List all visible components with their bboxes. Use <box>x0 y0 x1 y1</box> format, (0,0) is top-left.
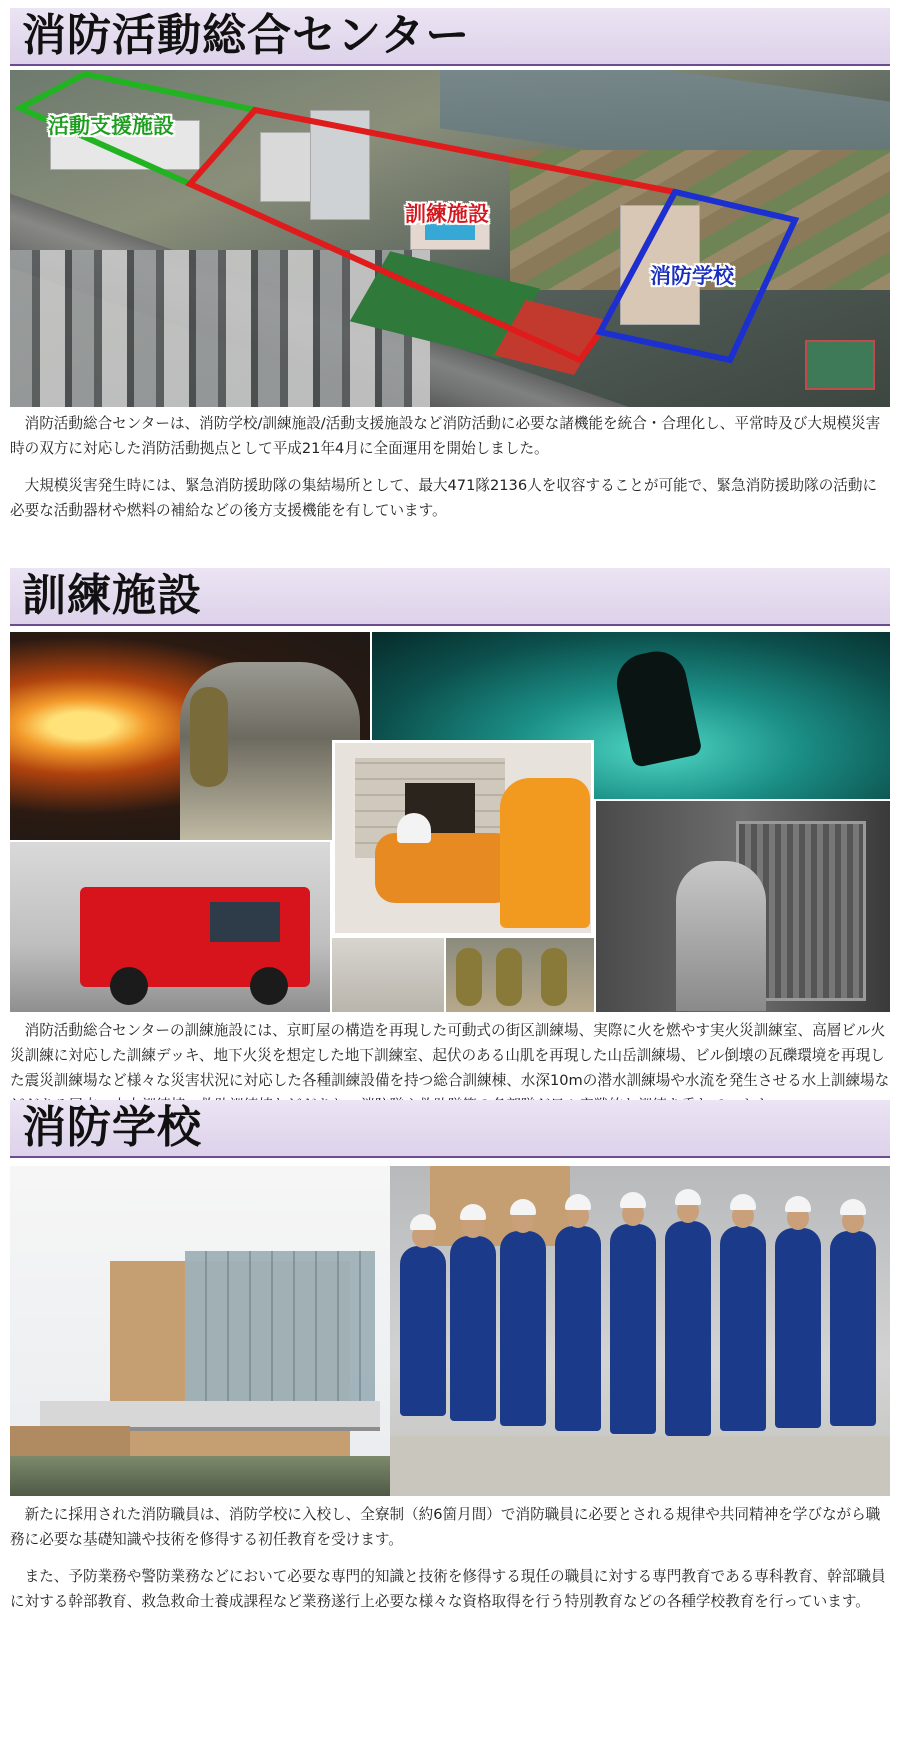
diver <box>611 646 702 768</box>
training-paragraph: 消防活動総合センターの訓練施設には、京町屋の構造を再現した可動式の街区訓練場、実際に火を燃やす実火災訓練室、高層ビル火災訓練に対応した訓練デッキ、地下火災を想定した地下訓練室、起伏のある山肌を再現した山岳訓練場、ビル倒壊の瓦礫環境を再現した震災訓練場など様々な災害状況に対応した各種訓練設備を持つ総合訓練棟、水深10mの潜水訓練場や水流を発生させる水上訓練場な <box>10 1022 890 1089</box>
school-paragraph-2: また、予防業務や警防業務などにおいて必要な専門的知識と技術を修得する現任の職員に対する専門教育である専科教育、幹部職員に対する幹部教育、救急救命士養成課程など業務遂行上必要な様々な資格取得を行う特別教育などの各種学校教育を行っています。 <box>10 1568 886 1610</box>
smoke-training-photo <box>332 938 444 1012</box>
entry-training-photo <box>596 801 890 1012</box>
section-title: 消防学校 <box>22 1102 202 1153</box>
air-tank <box>456 948 482 1006</box>
cadet <box>500 1231 546 1426</box>
air-tank <box>496 948 522 1006</box>
fire-school-photo <box>10 1166 890 1496</box>
support-facility-label: 活動支援施設 <box>48 114 174 138</box>
cadet <box>720 1226 766 1431</box>
firefighter-flame-photo <box>10 632 370 840</box>
track <box>390 1436 890 1496</box>
section-heading-center <box>10 8 890 66</box>
section-title: 訓練施設 <box>22 570 202 621</box>
firefighter <box>676 861 766 1011</box>
fire-truck-photo <box>10 842 330 1012</box>
wheel <box>250 967 288 1005</box>
rescuer <box>375 833 515 903</box>
wheel <box>110 967 148 1005</box>
center-paragraph-2: 大規模災害発生時には、緊急消防援助隊の集結場所として、最大471隊2136人を収容することが可能で、緊急消防援助隊の活動に必要な活動器材や燃料の補給などの後方支援機能を有しています。 <box>10 477 878 519</box>
helmet <box>397 813 431 843</box>
rubble-rescue-photo <box>332 740 594 936</box>
cadet <box>830 1231 876 1426</box>
fire-school-label: 消防学校 <box>650 264 734 288</box>
cadet <box>665 1221 711 1436</box>
section-title: 消防活動総合センター <box>22 10 471 61</box>
center-paragraph-1: 消防活動総合センターは、消防学校/訓練施設/活動支援施設など消防活動に必要な諸機能を統合・合理化し、平常時及び大規模災害時の双方に対応した消防活動拠点として平成21年4月に全面運用を開始しました。 <box>10 415 881 457</box>
crew-air-tanks-photo <box>446 938 594 1012</box>
cadet <box>450 1236 496 1421</box>
building <box>430 1166 570 1246</box>
cadet <box>400 1246 446 1416</box>
aerial-photo <box>10 70 890 407</box>
section-heading-school <box>10 1100 890 1158</box>
air-tank <box>190 687 228 787</box>
section-heading-training <box>10 568 890 626</box>
training-facility-label: 訓練施設 <box>405 202 489 226</box>
cadet <box>775 1228 821 1428</box>
truck-window <box>210 902 280 942</box>
cadet <box>555 1226 601 1431</box>
cadets-running-photo <box>390 1166 890 1496</box>
rescuer <box>500 778 590 928</box>
glass-facade <box>185 1251 375 1411</box>
school-paragraph-1: 新たに採用された消防職員は、消防学校に入校し、全寮制（約6箇月間）で消防職員に必要とされる規律や共同精神を学びながら職務に必要な基礎知識や技術を修得する初任教育を受けます。 <box>10 1506 881 1548</box>
training-photo-collage <box>10 632 890 1012</box>
cadet <box>610 1224 656 1434</box>
air-tank <box>541 948 567 1006</box>
